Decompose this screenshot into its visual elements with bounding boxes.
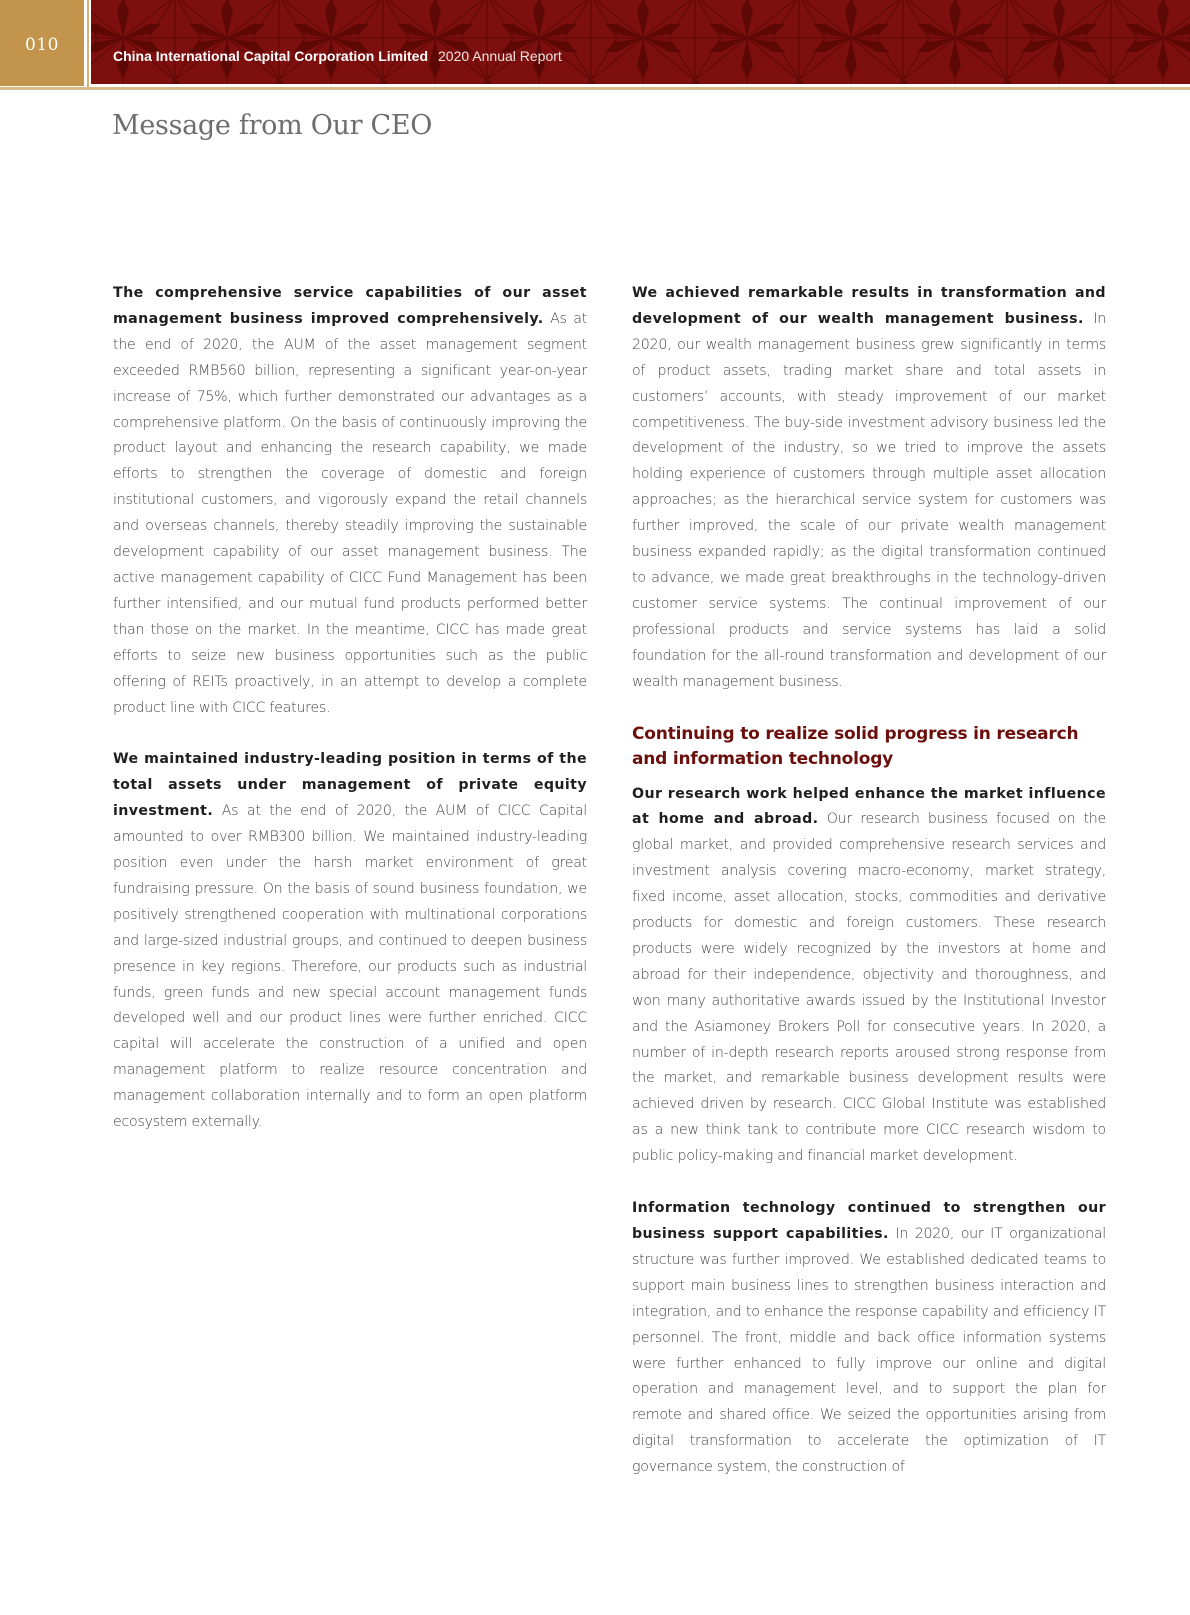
paragraph-body: As at the end of 2020, the AUM of the asset management segment exceeded RMB560 billion, representing a significant year-on-year increase of 75%, which further demonstrated our advantages as a comprehensive platform. On the basis of continuously improving the product layout and enhancing the research capability, we made efforts to strengthen the coverage of domestic and foreign institutional customers, and vigorously expand the retail channels and overseas channels, thereby steadily improving the sustainable development capability of our asset management business. The active management capability of CICC Fund Management has been further intensified, and our mutual fund products performed better than those on the market. In the meantime, CICC has made great efforts to seize new business opportunities such as the public offering of REITs proactively, in an attempt to develop a complete product line with CICC features. <box>113 310 588 716</box>
paragraph-body: In 2020, our IT organizational structure was further improved. We established dedicated teams to support main business lines to strengthen business interaction and integration, and to enhance the response capability and efficiency IT personnel. The front, middle and back office information systems were further enhanced to fully improve our online and digital operation and management level, and to support the plan for remote and shared office. We seized the opportunities arising from digital transformation to accelerate the optimization of IT governance system, the construction of <box>632 1226 1106 1476</box>
paragraph-body: As at the end of 2020, the AUM of CICC Capital amounted to over RMB300 billion. We maintained industry-leading position even under the harsh market environment of great fundraising pressure. On the basis of sound business foundation, we positively strengthened cooperation with multinational corporations and large-sized industrial groups, and continued to deepen business presence in key regions. Therefore, our products such as industrial funds, green funds and new special account management funds developed well and our product lines were further enriched. CICC capital will accelerate the construction of a unified and open management platform to realize resource concentration and management collaboration internally and to form an open platform ecosystem externally. <box>113 803 587 1131</box>
section-heading: Continuing to realize solid progress in research and information technology <box>632 723 1079 769</box>
page-number-box <box>0 0 84 86</box>
paragraph-lead: We maintained industry-leading position in terms of the total assets under management of private equity investment. <box>113 751 587 820</box>
right-column <box>632 281 1106 1507</box>
paragraph-lead: The comprehensive service capabilities of our asset management business improved comprehensively. <box>113 285 587 327</box>
company-name: China International Capital Corporation Limited <box>113 48 429 64</box>
paragraph-body: Our research business focused on the global market, and provided comprehensive research services and investment analysis covering macro-economy, market strategy, fixed income, asset allocation, stocks, commodities and derivative products for domestic and foreign customers. These research products were widely recognized by the investors at home and abroad for their independence, objectivity and thoroughness, and won many authoritative awards issued by the Institutional Investor and the Asiamoney Brokers Poll for consecutive years. In 2020, a number of in-depth research reports aroused strong response from the market, and remarkable business development results were achieved driven by research. CICC Global Institute was established as a new think tank to contribute more CICC research wisdom to public policy-making and financial market development. <box>632 811 1107 1165</box>
paragraph-body: In 2020, our wealth management business grew significantly in terms of product assets, trading market share and total assets in customers’ accounts, with steady improvement of our market competitiveness. The buy-side investment advisory business led the development of the industry, so we tried to improve the assets holding experience of customers through multiple asset allocation approaches; as the hierarchical service system for customers was further improved, the scale of our private wealth management business expanded rapidly; as the digital transformation continued to advance, we made great breakthroughs in the technology-driven customer service systems. The continual improvement of our professional products and service systems has laid a solid foundation for the all-round transformation and development of our wealth management business. <box>632 310 1106 690</box>
paragraph-wealth-management <box>632 281 1106 696</box>
header-gold-rule <box>0 87 1190 90</box>
paragraph-private-equity <box>113 747 587 1136</box>
left-column <box>113 281 587 1162</box>
report-name: 2020 Annual Report <box>438 48 562 64</box>
paragraph-asset-management <box>113 281 587 721</box>
paragraph-lead: Our research work helped enhance the market influence at home and abroad. <box>632 785 1106 828</box>
paragraph-research <box>632 782 1106 1171</box>
paragraph-lead: Information technology continued to strengthen our business support capabilities. <box>632 1200 1106 1242</box>
header-gold-divider <box>87 0 89 88</box>
page-title: Message from Our CEO <box>112 110 433 141</box>
asanoha-pattern-icon <box>91 0 1190 84</box>
paragraph-information-technology <box>632 1196 1106 1481</box>
page-number: 010 <box>25 35 59 55</box>
header-pattern-band <box>91 0 1190 84</box>
header-title <box>113 48 562 64</box>
paragraph-lead: We achieved remarkable results in transformation and development of our wealth management business. <box>632 285 1106 327</box>
